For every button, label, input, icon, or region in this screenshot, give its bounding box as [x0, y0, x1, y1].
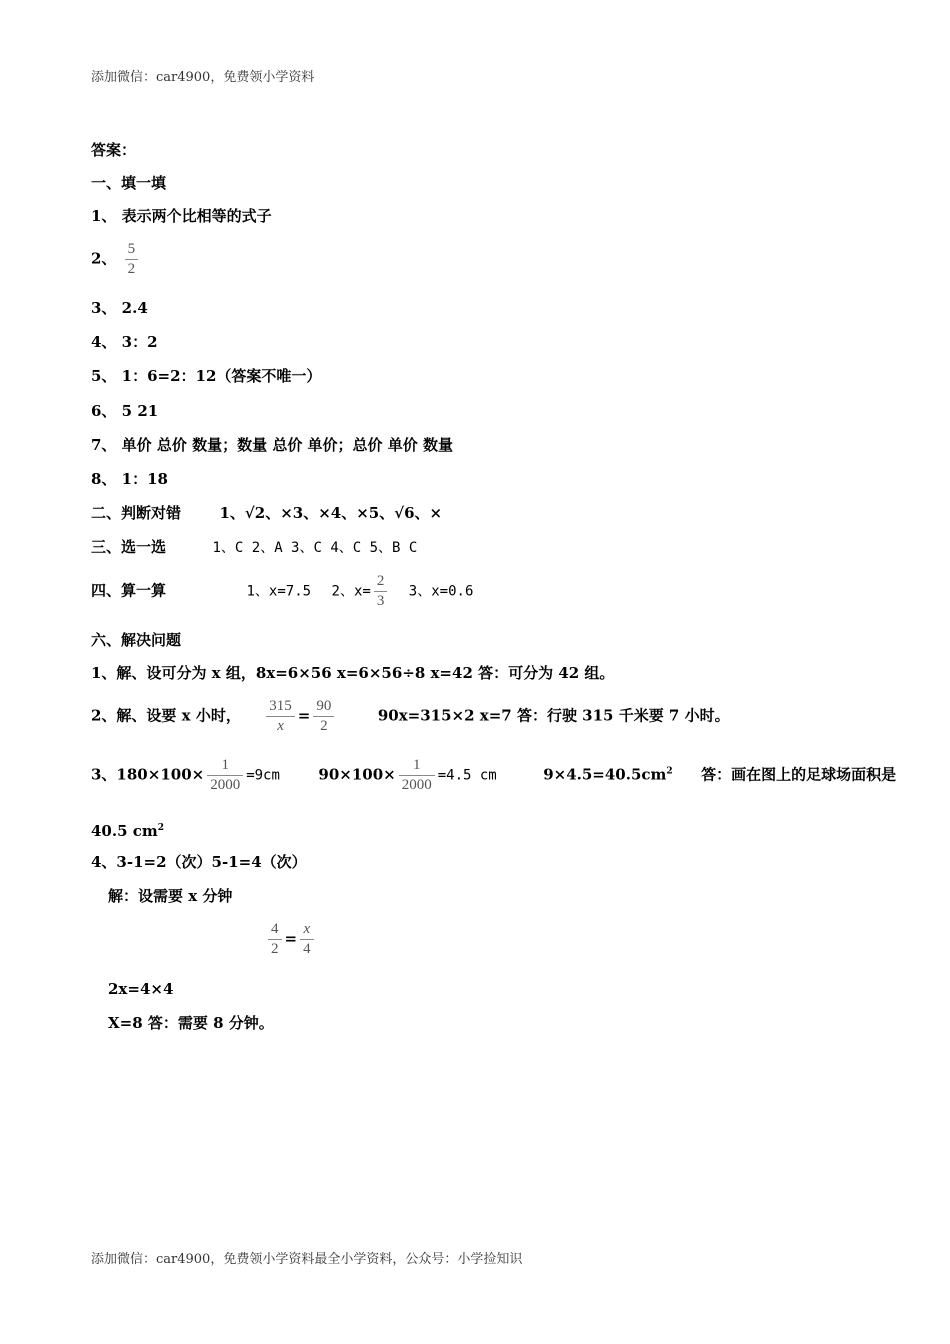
section-4 [91, 572, 473, 611]
s6-p2-f2-denominator: 2 [320, 718, 328, 734]
s6-p3-result-2: =4.5 cm [437, 767, 497, 784]
s6-p3-fraction-1 [207, 756, 243, 795]
s1-q2-numerator: 5 [125, 240, 139, 260]
s6-p3-expr-2: 90×100× [318, 765, 396, 784]
s6-p3-superscript: 2 [666, 766, 673, 777]
s6-p2-f1-denominator: x [277, 718, 284, 734]
section-3 [91, 537, 417, 558]
s6-p4-f2-numerator: x [300, 920, 314, 940]
s6-p4-fraction-2 [300, 920, 314, 959]
s6-p4-step: 2x=4×4 [108, 980, 174, 998]
s6-p2-fraction-2 [313, 697, 334, 736]
s6-p4: 4、3-1=2（次）5-1=4（次） [91, 853, 307, 871]
s6-p2 [91, 697, 730, 736]
s6-p3 [91, 756, 896, 795]
s6-p2-fraction-1 [266, 697, 295, 736]
s4-a2-fraction [374, 572, 388, 611]
s6-p3-area: 9×4.5=40.5cm [543, 765, 667, 784]
s6-p4-equals: = [284, 929, 298, 948]
s6-p4-f2-denominator: 4 [303, 941, 311, 957]
page-header: 添加微信：car4900，免费领小学资料 [91, 70, 315, 85]
s6-p3-answer: 答：画在图上的足球场面积是 [701, 765, 897, 784]
s6-p3-f2-denominator: 2000 [401, 777, 432, 793]
s6-p3-continuation [91, 818, 164, 841]
s6-p4-setup: 解：设需要 x 分钟 [108, 887, 233, 905]
s1-q6: 6、 5 21 [91, 402, 159, 420]
s6-p1: 1、解、设可分为 x 组，8x=6×56 x=6×56÷8 x=42 答：可分为 42 组。 [91, 664, 615, 682]
s6-p3-expr-1: 3、180×100× [91, 765, 205, 784]
section-1-heading: 一、填一填 [91, 174, 167, 192]
s6-p3-cont-superscript: 2 [157, 823, 165, 833]
section-6-heading: 六、解决问题 [91, 631, 182, 649]
s4-a1: 1、x=7.5 [246, 583, 312, 600]
s6-p4-equation [265, 920, 317, 959]
section-3-heading: 三、选一选 [91, 538, 167, 556]
s1-q1: 1、 表示两个比相等的式子 [91, 207, 272, 225]
s4-a2-numerator: 2 [374, 572, 388, 592]
s1-q2 [91, 240, 141, 279]
s6-p4-answer: X=8 答：需要 8 分钟。 [108, 1014, 274, 1032]
s6-p2-intro: 2、解、设要 x 小时， [91, 706, 241, 725]
s6-p3-f2-numerator: 1 [399, 756, 435, 776]
s6-p3-result-1: =9cm [246, 767, 280, 784]
s1-q3: 3、 2.4 [91, 299, 148, 317]
s6-p2-f1-numerator: 315 [266, 697, 295, 717]
s1-q4: 4、 3：2 [91, 333, 158, 351]
answers-title: 答案： [91, 141, 137, 159]
section-2 [91, 503, 442, 523]
s6-p4-f1-numerator: 4 [268, 920, 282, 940]
s6-p2-equals: = [297, 706, 311, 725]
s6-p2-solution: 90x=315×2 x=7 答：行驶 315 千米要 7 小时。 [377, 706, 730, 725]
section-2-answers: 1、√2、×3、×4、×5、√6、× [219, 504, 443, 522]
section-3-answers: 1、C 2、A 3、C 4、C 5、B C [212, 540, 418, 556]
s1-q2-fraction [125, 240, 139, 279]
s4-a2-denominator: 3 [376, 593, 385, 609]
s6-p3-f1-denominator: 2000 [210, 777, 241, 793]
s1-q2-denominator: 2 [127, 261, 136, 277]
s1-q5: 5、 1：6=2：12（答案不唯一） [91, 367, 322, 385]
s1-q8: 8、 1：18 [91, 470, 168, 488]
s6-p4-fraction-1 [268, 920, 282, 959]
s6-p3-cont-text: 40.5 cm [91, 822, 158, 840]
section-4-heading: 四、算一算 [91, 581, 167, 600]
s6-p2-f2-numerator: 90 [313, 697, 334, 717]
s1-q7: 7、 单价 总价 数量；数量 总价 单价；总价 单价 数量 [91, 436, 453, 454]
s1-q2-label: 2、 [91, 249, 117, 268]
s6-p4-f1-denominator: 2 [271, 941, 279, 957]
page-footer: 添加微信：car4900，免费领小学资料最全小学资料，公众号：小学捡知识 [91, 1252, 523, 1267]
s4-a3: 3、x=0.6 [408, 583, 474, 600]
s6-p3-f1-numerator: 1 [207, 756, 243, 776]
s6-p3-fraction-2 [399, 756, 435, 795]
s4-a2-label: 2、x= [331, 583, 371, 600]
section-2-heading: 二、判断对错 [91, 504, 182, 522]
